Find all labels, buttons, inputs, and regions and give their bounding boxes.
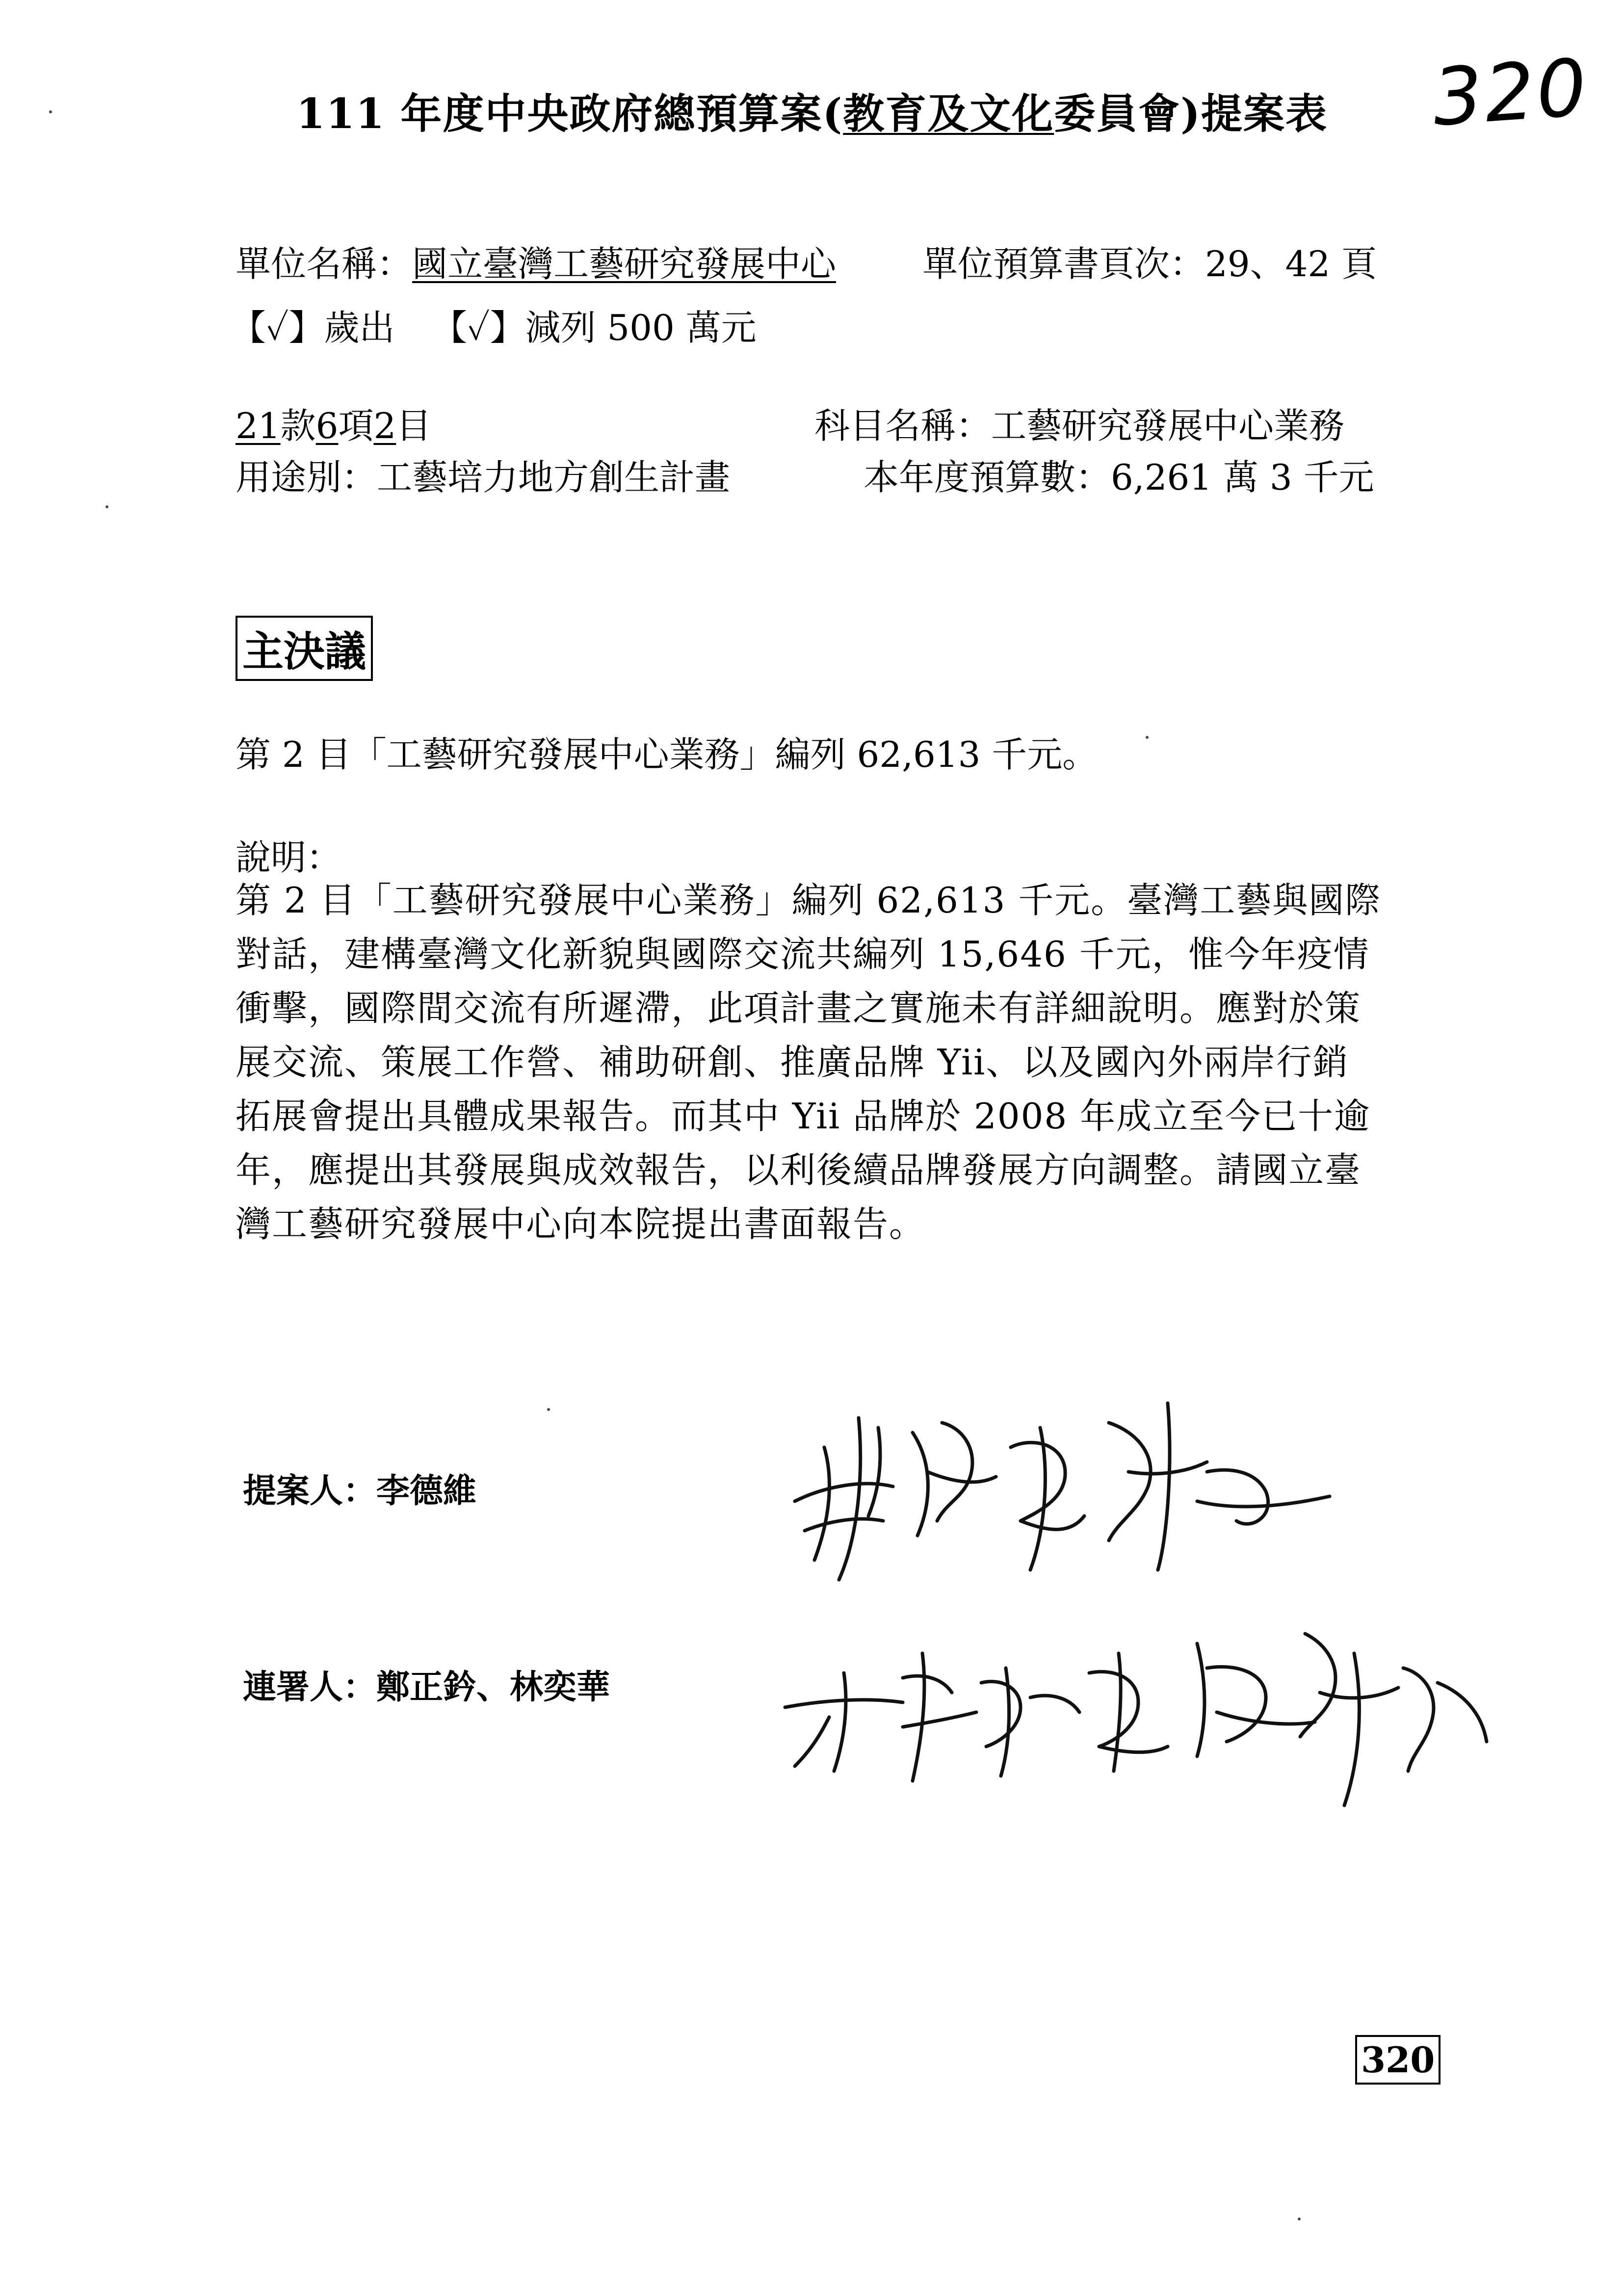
scan-speck [1298,2218,1301,2220]
explanation-body [236,873,1433,1251]
footer-page-number: 320 [1355,2035,1441,2085]
scan-speck [105,505,108,508]
reduction-checkbox: 【✓】減列 500 萬元 [432,307,757,348]
explanation-line: 年，應提出其發展與成效報告，以利後續品牌發展方向調整。請國立臺 [236,1149,1362,1191]
budget-item-code [236,397,431,448]
scan-speck [547,1408,550,1411]
kuan-label: 款 [280,405,316,446]
explanation-label: 說明： [236,837,342,878]
proposer-signature [765,1374,1354,1594]
scan-speck [1146,736,1149,739]
current-year-budget: 本年度預算數：6,261 萬 3 千元 [864,457,1374,498]
title-committee: 教育及文化 [843,89,1054,138]
unit-name: 國立臺灣工藝研究發展中心 [412,243,837,285]
handwritten-page-number: 320 [1429,41,1592,144]
explanation-line: 展交流、策展工作營、補助研創、推廣品牌 Yii、以及國內外兩岸行銷 [236,1042,1349,1083]
explanation-line: 衝擊，國際間交流有所遲滯，此項計畫之實施未有詳細說明。應對於策 [236,988,1362,1029]
cosigner-signature [775,1594,1560,1815]
cosigner-label: 連署人：鄭正鈐、林奕華 [243,1668,610,1707]
scan-speck [49,110,52,113]
subject-name: 科目名稱：工藝研究發展中心業務 [814,405,1345,446]
explanation-line: 灣工藝研究發展中心向本院提出書面報告。 [236,1203,926,1245]
kuan-number: 21 [236,405,281,446]
main-resolution-label: 主決議 [236,616,373,681]
budget-book-page: 單位預算書頁次：29、42 頁 [922,243,1377,285]
explanation-line: 拓展會提出具體成果報告。而其中 Yii 品牌於 2008 年成立至今已十逾 [236,1096,1371,1137]
mu-number: 2 [373,405,396,446]
resolution-text: 第 2 目「工藝研究發展中心業務」編列 62,613 千元。 [236,734,1098,775]
xiang-label: 項 [338,405,374,446]
explanation-line: 對話，建構臺灣文化新貌與國際交流共編列 15,646 千元，惟今年疫情 [236,934,1370,975]
unit-name-row [236,235,836,287]
unit-name-label: 單位名稱： [236,243,413,285]
explanation-line: 第 2 目「工藝研究發展中心業務」編列 62,613 千元。臺灣工藝與國際 [236,880,1382,921]
title-prefix: 111 年度中央政府總預算案( [296,89,843,138]
xiang-number: 6 [315,405,339,446]
title-suffix: 委員會)提案表 [1054,89,1328,138]
expenditure-checkbox: 【✓】歲出 [231,307,395,348]
proposer-label: 提案人：李德維 [243,1472,477,1511]
document-title [0,81,1624,140]
usage-category: 用途別：工藝培力地方創生計畫 [236,457,731,498]
mu-label: 目 [396,405,432,446]
